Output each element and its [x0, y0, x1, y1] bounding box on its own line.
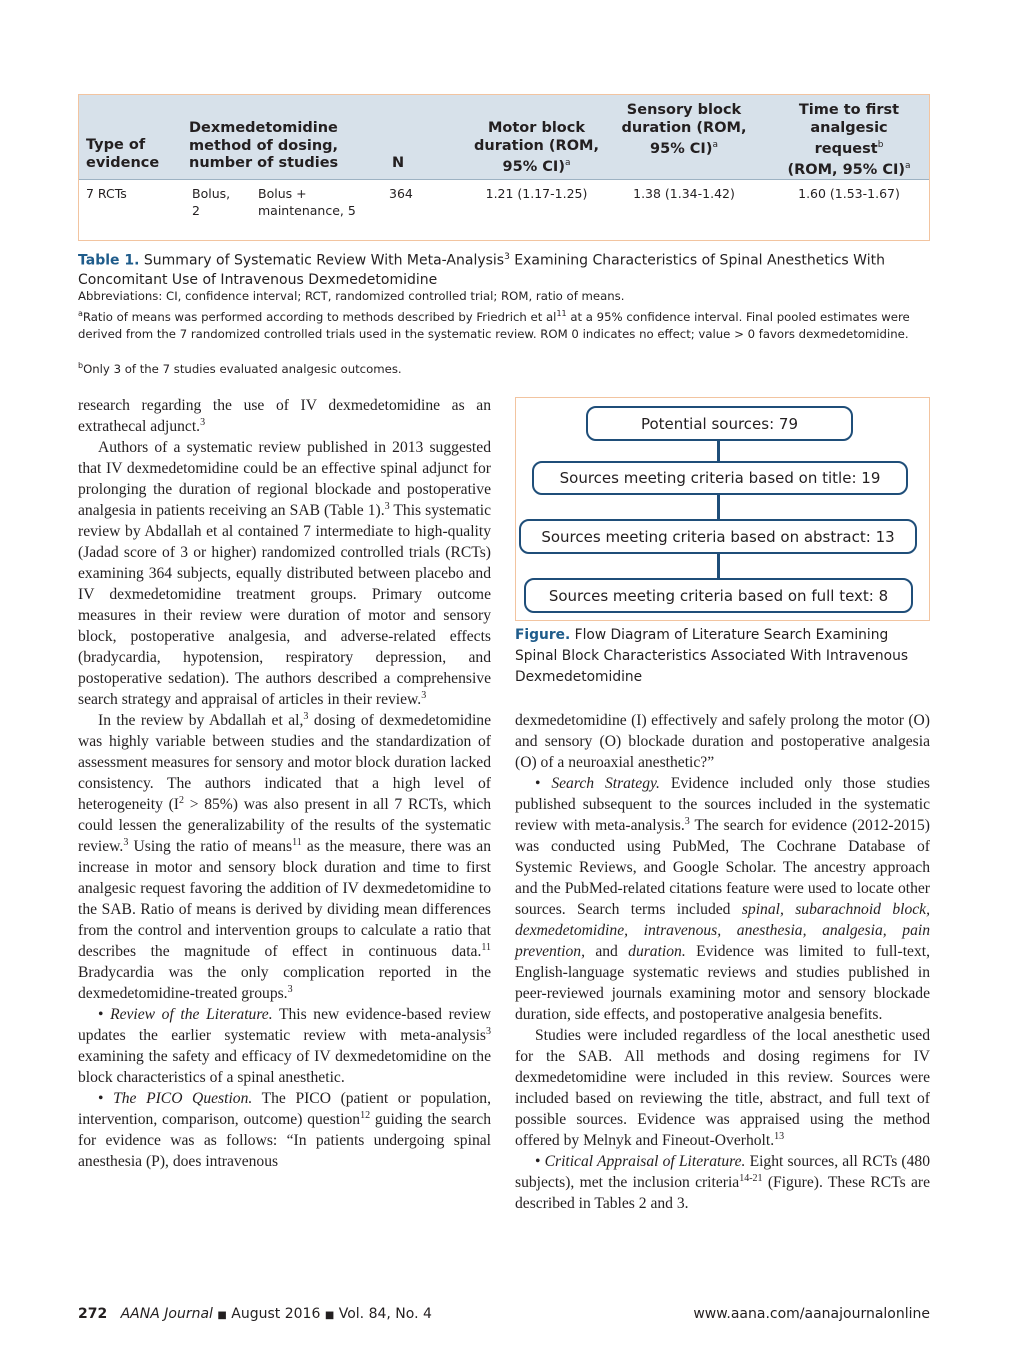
- cell-sensory: 1.38 (1.34-1.42): [633, 186, 735, 201]
- table-header: [79, 95, 929, 180]
- header-sensory-block: Sensory block duration (ROM, 95% CI)$^a$: [621, 102, 747, 157]
- volume-info: Vol. 84, No. 4: [338, 1306, 432, 1322]
- table-note-b: $^b$Only 3 of the 7 studies evaluated analgesic outcomes.: [78, 361, 402, 376]
- flow-diagram: [515, 397, 930, 621]
- cell-n: 364: [389, 186, 413, 201]
- table-note-a: $^a$Ratio of means was performed according to methods described by Friedrich et $al^{11}$ at a 95% confidence interval. Final pooled estimates were derived from the 7 randomized controlled trials used in the systematic review. ROM 0 indicates no effect; value > 0 favors dexmedetomidine.: [78, 309, 910, 341]
- right-column-text: dexmedetomidine (I) effectively and safely prolong the motor (O) and sensory (O) blockade duration and postoperative analgesia (O) of a neuroaxial anesthetic?” • Search Strategy. Evidence included only those studies published subsequent to the sources included in the systematic review with meta-analysis.$^3$ The search for evidence (2012-2015) was conducted using PubMed, The Cochrane Database of Systemic Reviews, and Google Scholar. The ancestry approach and the PubMed-related citations feature were used to locate other sources. Search terms included spinal, subarachnoid block, dexmedetomidine, intravenous, anesthesia, analgesia, pain prevention, and duration. Evidence was limited to full-text, English-language systematic reviews and studies published in peer-reviewed journals examining motor and sensory blockade duration, side effects, and postoperative analgesia benefits. Studies were included regardless of the local anesthetic used for the SAB. All methods and dosing regimens for IV dexmedetomidine were included in this review. Sources were included based on reviewing the title, abstract, and full text of possible sources. Evidence was appraised using the method offered by Melnyk and Fineout-Overholt.$^{13}$ • Critical Appraisal of Literature. Eight sources, all RCTs (480 subjects), met the inclusion criteria$^{14-21}$ (Figure). These RCTs are described in Tables 2 and 3.: [515, 712, 931, 1212]
- figure-caption: Figure. Flow Diagram of Literature Search Examining Spinal Block Characteristics Associated With Intravenous Dexmedetomidine: [515, 627, 909, 685]
- flow-connector: [717, 440, 720, 462]
- header-motor-block: Motor block duration (ROM, 95% CI)$^a$: [474, 120, 599, 175]
- flow-box-title-criteria: Sources meeting criteria based on title: 19: [532, 461, 908, 495]
- cell-time: 1.60 (1.53-1.67): [798, 186, 900, 201]
- header-method: Dexmedetomidine method of dosing, number of studies: [189, 120, 339, 171]
- header-type-of-evidence: Type of evidence: [86, 137, 160, 171]
- table-abbreviations: Abbreviations: CI, confidence interval; RCT, randomized controlled trial; ROM, ratio of means.: [78, 289, 625, 303]
- footer-citation: 272 AANA Journal ■ August 2016 ■ Vol. 84, No. 4: [78, 1306, 432, 1322]
- flow-connector: [717, 552, 720, 579]
- flow-box-abstract-criteria: Sources meeting criteria based on abstract: 13: [519, 519, 917, 554]
- left-column-text: research regarding the use of IV dexmedetomidine as an extrathecal adjunct.$^3$ Authors of a systematic review published in 2013 suggested that IV dexmedetomidine could be an effective spinal adjunct for prolonging the duration of regional blockade and postoperative analgesia in patients receiving an SAB (Table 1).$^3$ This systematic review by Abdallah et al contained 7 intermediate to high-quality (Jadad score of 3 or higher) randomized controlled trials (RCTs) examining 364 subjects, equally distributed between placebo and IV dexmedetomidine treatment groups. Primary outcome measures in their review were duration of motor and sensory block, postoperative analgesia, and adverse-related effects (bradycardia, hypotension, respiratory depression, and postoperative sedation). The authors described a comprehensive search strategy and appraisal of articles in their review.$^3$ In the review by Abdallah et al,$^3$ dosing of dexmedetomidine was highly variable between studies and the standardization of assessment measures for sensory and motor block duration lacked consistency. The authors indicated that a high level of heterogeneity $(I^2 > 85\%)$ was also present in all 7 RCTs, which could lessen the generalizability of the results of the systematic review.$^3$ Using the ratio of means$^{11}$ as the measure, there was an increase in motor and sensory block duration and time to first analgesic request favoring the addition of IV dexmedetomidine to the SAB. Ratio of means is derived by dividing mean differences from the control and intervention groups to calculate a ratio that describes the magnitude of effect in continuous data.$^{11}$ Bradycardia was the only complication reported in the dexmedetomidine-treated groups.$^3$ • Review of the Literature. This new evidence-based review updates the earlier systematic review with meta-analysis$^3$ examining the safety and efficacy of IV dexmedetomidine on the block characteristics of a spinal anesthetic. • The PICO Question. The PICO (patient or population, intervention, comparison, outcome) question$^{12}$ guiding the search for evidence was as follows: “In patients undergoing spinal anesthesia (P), does intravenous: [78, 397, 492, 1170]
- cell-maintenance: Bolus + maintenance, 5: [258, 186, 356, 218]
- issue-date: August 2016: [231, 1306, 321, 1322]
- cell-motor: 1.21 (1.17-1.25): [485, 186, 588, 201]
- header-n: N: [392, 155, 405, 171]
- page-number: 272: [78, 1306, 108, 1322]
- header-time-to-analgesic: Time to first analgesic request$^b$ (ROM, 95% CI)$^a$: [787, 102, 911, 179]
- journal-name: AANA Journal: [120, 1306, 213, 1322]
- flow-box-potential-sources: Potential sources: 79: [586, 406, 853, 441]
- table-caption: Table 1. Summary of Systematic Review With Meta-Analysis$^3$ Examining Characteristics of Spinal Anesthetics With Concomitant Use of Intravenous Dexmedetomidine: [78, 252, 885, 288]
- flow-box-fulltext-criteria: Sources meeting criteria based on full text: 8: [524, 578, 913, 613]
- flow-connector: [717, 493, 720, 520]
- cell-type: 7 RCTs: [86, 186, 127, 201]
- cell-bolus: Bolus, 2: [192, 186, 231, 218]
- footer-url[interactable]: www.aana.com/aanajournalonline: [693, 1306, 930, 1322]
- summary-table: [78, 94, 930, 241]
